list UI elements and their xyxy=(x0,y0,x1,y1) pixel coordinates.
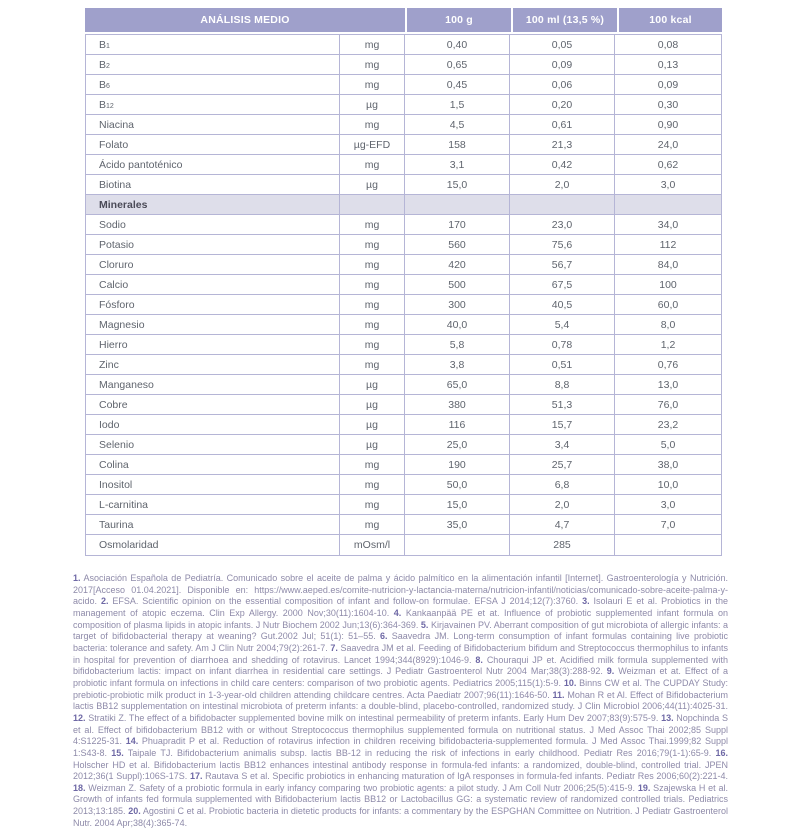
value-100g: 500 xyxy=(405,275,510,294)
nutrient-name: Inositol xyxy=(86,475,340,494)
value-100g: 25,0 xyxy=(405,435,510,454)
value-100kcal: 76,0 xyxy=(657,398,679,411)
value-100ml: 0,51 xyxy=(510,355,615,374)
nutrient-unit: µg xyxy=(340,375,405,394)
nutrient-name: Osmolaridad xyxy=(86,535,340,555)
value-100kcal: 0,13 xyxy=(657,58,679,71)
nutrient-unit: mg xyxy=(340,275,405,294)
nutrient-name-subscript: 6 xyxy=(106,83,110,90)
value-100g: 15,0 xyxy=(405,175,510,194)
value-100ml: 0,42 xyxy=(510,155,615,174)
value-100ml: 0,20 xyxy=(510,95,615,114)
value-100g: 170 xyxy=(405,215,510,234)
reference-number: 14. xyxy=(125,736,139,747)
value-100g: 420 xyxy=(405,255,510,274)
value-100kcal: 0,76 xyxy=(657,358,679,371)
reference-text: Saavedra JM et al. Feeding of Bifidobacterium bifidum and Streptococcus thermophilus to infants in hospital for prevention of diarrhoea and shedding of rotavirus. Lancet 1994;344(8929):1046-9. xyxy=(73,642,728,665)
table-row xyxy=(86,415,721,435)
nutrient-name: Manganeso xyxy=(86,375,340,394)
value-100ml: 5,4 xyxy=(510,315,615,334)
value-100kcal: 34,0 xyxy=(657,218,679,231)
nutrient-name: Selenio xyxy=(86,435,340,454)
reference-number: 1. xyxy=(73,573,81,583)
value-100kcal: 0,09 xyxy=(657,78,679,91)
nutrient-name: Zinc xyxy=(86,355,340,374)
value-100kcal: 7,0 xyxy=(660,518,676,531)
reference-item xyxy=(111,748,715,758)
value-100ml: 0,09 xyxy=(510,55,615,74)
reference-text: Nopchinda S et al. Effect of bifidobacterium BB12 with or without Streptococcus thermophilus supplemented formula on nutritional status. J Med Assoc Thai 2002;85 Suppl 4:S1225-31. xyxy=(73,712,728,747)
value-100ml: 25,7 xyxy=(510,455,615,474)
value-100g: 50,0 xyxy=(405,475,510,494)
table-row xyxy=(86,75,721,95)
nutrient-name: Cobre xyxy=(86,395,340,414)
reference-number: 2. xyxy=(100,596,109,607)
reference-number: 16. xyxy=(715,747,728,758)
nutrient-unit: µg-EFD xyxy=(340,135,405,154)
nutrient-unit: mg xyxy=(340,495,405,514)
reference-number: 9. xyxy=(606,666,615,677)
value-100ml: 0,06 xyxy=(510,75,615,94)
reference-number: 5. xyxy=(420,619,429,630)
reference-number: 10. xyxy=(563,677,577,688)
value-100g: 35,0 xyxy=(405,515,510,534)
table-row xyxy=(86,395,721,415)
table-row xyxy=(86,455,721,475)
nutrient-unit: mg xyxy=(340,115,405,134)
table-body xyxy=(85,34,722,556)
table-row xyxy=(86,535,721,555)
references-paragraph xyxy=(73,573,728,829)
table-row xyxy=(86,275,721,295)
nutrient-unit: mg xyxy=(340,215,405,234)
header-cell-100ml: 100 ml (13,5 %) xyxy=(513,8,617,32)
table-row xyxy=(86,495,721,515)
reference-item xyxy=(73,713,661,723)
nutrient-name-subscript: 2 xyxy=(106,63,110,70)
reference-number: 8. xyxy=(475,654,483,665)
reference-number: 6. xyxy=(379,631,388,642)
value-100kcal: 10,0 xyxy=(657,478,679,491)
value-100kcal: 5,0 xyxy=(660,438,676,451)
value-100g: 560 xyxy=(405,235,510,254)
table-row xyxy=(86,515,721,535)
reference-number: 15. xyxy=(111,747,124,758)
nutrient-name: Potasio xyxy=(86,235,340,254)
reference-text: Szajewska H et al. Growth of infants fed formula supplemented with Bifidobacterium lactis BB12 or Lactobacillus GG: a systematic review of randomized controlled trials. Pediatrics 2013;13:185. xyxy=(73,782,728,817)
value-100kcal: 60,0 xyxy=(657,298,679,311)
value-100g: 0,45 xyxy=(405,75,510,94)
nutrient-name: Hierro xyxy=(86,335,340,354)
reference-text: Chouraqui JP et. Acidified milk formula supplemented with bifidobacterium lactis: impact on infant diarrhea in residential care settings. J Pediatr Gastroenterol Nutr 2004 Mar;38(3):288-92. xyxy=(73,654,728,677)
table-row xyxy=(86,255,721,275)
nutrient-name: B $_{12}$ xyxy=(86,95,340,114)
section-row xyxy=(86,195,721,215)
nutrient-name: Colina xyxy=(86,455,340,474)
nutrient-unit: mg xyxy=(340,155,405,174)
value-100kcal: 84,0 xyxy=(657,258,679,271)
value-100kcal: 23,2 xyxy=(657,418,679,431)
nutrient-name: B $_6$ xyxy=(86,75,340,94)
nutrient-unit: µg xyxy=(340,435,405,454)
table-row xyxy=(86,155,721,175)
header-cell-100kcal: 100 kcal xyxy=(619,8,722,32)
nutrient-unit: µg xyxy=(340,415,405,434)
nutrient-unit: mg xyxy=(340,455,405,474)
nutrient-name: Iodo xyxy=(86,415,340,434)
table-row xyxy=(86,475,721,495)
table-row xyxy=(86,55,721,75)
value-100kcal: 8,0 xyxy=(660,318,676,331)
reference-number: 7. xyxy=(330,642,338,653)
nutrient-name-subscript: 12 xyxy=(106,103,114,110)
nutrient-unit: mg xyxy=(340,235,405,254)
reference-text: Stratiki Z. The effect of a bifidobacter supplemented bovine milk on intestinal permeability of preterm infants. Early Hum Dev 2007;83(9):575-9. xyxy=(88,712,659,723)
reference-text: Saavedra JM. Long-term consumption of infant formulas containing live probiotic bacteria: tolerance and safety. Am J Clin Nutr 2004;79(2):261-7. xyxy=(73,631,728,653)
reference-number: 3. xyxy=(582,596,590,607)
table-row xyxy=(86,315,721,335)
table-row xyxy=(86,135,721,155)
value-100kcal: 13,0 xyxy=(657,378,679,391)
value-100g: 116 xyxy=(405,415,510,434)
value-100ml: 56,7 xyxy=(510,255,615,274)
table-row xyxy=(86,175,721,195)
value-100ml: 21,3 xyxy=(510,135,615,154)
reference-text: Binns CW et al. The CUPDAY Study: prebiotic-probiotic milk product in 1-3-year-old children attending childcare centres. Acta Paediatr 2007;96(11):1646-50. xyxy=(73,677,728,700)
reference-text: Kankaanpää PE et at. Influence of probiotic supplemented infant formula on composition of plasma lipids in atopic infants. J Nutr Biochem 2002 Jun;13(6):364-369. xyxy=(73,607,728,630)
nutrient-name: Niacina xyxy=(86,115,340,134)
nutrient-name: Calcio xyxy=(86,275,340,294)
nutrient-name: Cloruro xyxy=(86,255,340,274)
nutrient-name: Taurina xyxy=(86,515,340,534)
value-100ml: 23,0 xyxy=(510,215,615,234)
table-row xyxy=(86,375,721,395)
nutrient-name: Fósforo xyxy=(86,295,340,314)
value-100kcal: 3,0 xyxy=(660,178,676,191)
value-100ml: 8,8 xyxy=(510,375,615,394)
nutrient-unit: mg xyxy=(340,475,405,494)
analysis-table xyxy=(85,8,722,556)
table-row xyxy=(86,335,721,355)
value-100ml: 3,4 xyxy=(510,435,615,454)
nutrient-name: Biotina xyxy=(86,175,340,194)
table-row xyxy=(86,235,721,255)
table-row xyxy=(86,35,721,55)
value-100kcal: 0,62 xyxy=(657,158,679,171)
reference-number: 20. xyxy=(128,806,141,817)
value-100kcal: 0,08 xyxy=(657,38,679,51)
nutrient-unit: µg xyxy=(340,175,405,194)
reference-number: 11. xyxy=(552,689,565,700)
nutrient-unit: µg xyxy=(340,95,405,114)
value-100kcal: 0,30 xyxy=(657,98,679,111)
nutrient-unit: mg xyxy=(340,35,405,54)
value-100g: 190 xyxy=(405,455,510,474)
value-100kcal: 38,0 xyxy=(657,458,679,471)
value-100ml: 15,7 xyxy=(510,415,615,434)
reference-number: 18. xyxy=(73,782,86,793)
value-100ml: 0,05 xyxy=(510,35,615,54)
reference-text: Phuapradit P et al. Reduction of rotavirus infection in children receiving bifidobacteria-supplemented formula. J Med Assoc Thai.1999;82 Suppl 1:S43-8. xyxy=(73,736,728,758)
reference-text: EFSA. Scientific opinion on the essential composition of infant and follow-on formulae. EFSA J 2014;12(7):3760. xyxy=(112,596,579,607)
value-100ml: 40,5 xyxy=(510,295,615,314)
value-100g xyxy=(405,535,510,555)
reference-number: 12. xyxy=(73,712,86,723)
nutrient-name: B $_1$ xyxy=(86,35,340,54)
value-100kcal: 100 xyxy=(659,278,677,291)
value-100ml: 285 xyxy=(510,535,615,555)
reference-number: 13. xyxy=(661,712,674,723)
reference-item xyxy=(73,783,638,793)
value-100kcal: 3,0 xyxy=(660,498,676,511)
reference-item xyxy=(190,771,728,781)
reference-text: Mohan R et Al. Effect of Bifidobacterium lactis BB12 supplementation on intestinal microbiota of preterm infants: a double-blind, placebo-controlled, randomized study. J Clin Microbiol 2006;44(11):4025-31. xyxy=(73,689,728,712)
value-100ml: 2,0 xyxy=(510,495,615,514)
value-100ml: 51,3 xyxy=(510,395,615,414)
table-row xyxy=(86,295,721,315)
reference-text: Asociación Española de Pediatría. Comunicado sobre el aceite de palma y ácido palmítico en la alimentación infantil [Internet]. Gastroenterología y Nutrición. 2017[Acceso 01.04.2021]. Disponible en: https://www.aeped.es/comite-nutricion-y-lactancia-materna/nutricion-infantil/noticias/comunicado-sobre-aceite-palma-y-acido. xyxy=(73,573,728,607)
nutrient-name: Folato xyxy=(86,135,340,154)
value-100g: 380 xyxy=(405,395,510,414)
value-100g: 0,40 xyxy=(405,35,510,54)
nutrient-name: Sodio xyxy=(86,215,340,234)
value-100ml: 67,5 xyxy=(510,275,615,294)
value-100kcal: 0,90 xyxy=(657,118,679,131)
nutrient-unit: mOsm/l xyxy=(340,535,405,555)
header-cell-100g: 100 g xyxy=(407,8,511,32)
value-100g: 300 xyxy=(405,295,510,314)
nutrient-unit: mg xyxy=(340,315,405,334)
reference-text: Isolauri E et al. Probiotics in the management of atopic eczema. Clin Exp Allergy. 2000 Nov;30(11):1604-10. xyxy=(73,596,728,618)
reference-text: Taipale TJ. Bifidobacterium animalis subsp. lactis BB-12 in reducing the risk of infections in early childhood. Pediatr Res 2016;79(1-1):65-9. xyxy=(127,747,712,758)
table-row xyxy=(86,215,721,235)
reference-text: Weizman Z. Safety of a probiotic formula in early infancy comparing two probiotic agents: a pilot study. J Am Coll Nutr 2006;25(5):415-9. xyxy=(88,782,636,793)
value-100kcal xyxy=(615,535,721,555)
value-100g: 4,5 xyxy=(405,115,510,134)
nutrient-name: B $_2$ xyxy=(86,55,340,74)
value-100ml: 4,7 xyxy=(510,515,615,534)
reference-item xyxy=(101,596,582,606)
table-row xyxy=(86,115,721,135)
nutrient-unit: mg xyxy=(340,255,405,274)
value-100g: 65,0 xyxy=(405,375,510,394)
value-100g: 0,65 xyxy=(405,55,510,74)
reference-number: 4. xyxy=(393,607,402,618)
nutrient-name: Magnesio xyxy=(86,315,340,334)
value-100ml: 6,8 xyxy=(510,475,615,494)
value-100g: 40,0 xyxy=(405,315,510,334)
value-100ml: 0,61 xyxy=(510,115,615,134)
reference-text: Weizman et at. Effect of a probiotic infant formula on infections in child care centers: comparison of two probiotic agents. Pediatrics 2005;115(1):5-9. xyxy=(73,666,728,688)
value-100g: 15,0 xyxy=(405,495,510,514)
reference-text: Kirjavainen PV. Aberrant composition of gut microbiota of allergic infants: a target of bifidobacterial therapy at weaning? Gut.2002 Jul; 51(1): 51–55. xyxy=(73,619,728,642)
table-header xyxy=(85,8,722,32)
nutrient-name-subscript: 1 xyxy=(106,43,110,50)
nutrient-unit: mg xyxy=(340,515,405,534)
nutrient-unit: µg xyxy=(340,395,405,414)
value-100g: 3,1 xyxy=(405,155,510,174)
reference-text: Holscher HD et al. Bifidobacterium lactis BB12 enhances intestinal antibody response in formula-fed infants: a randomized, double-blind, controlled trial. JPEN 2012;36(1 Suppl):106S-17S. xyxy=(73,759,728,782)
value-100kcal: 112 xyxy=(659,238,677,251)
value-100ml: 0,78 xyxy=(510,335,615,354)
value-100g: 158 xyxy=(405,135,510,154)
value-100kcal: 1,2 xyxy=(660,338,676,351)
reference-text: Agostini C et al. Probiotic bacteria in dietetic products for infants: a commentary by the ESPGHAN Committee on Nutrition. J Pediatr Gastroenterol Nutr. 2004 Apr;38(4):365-74. xyxy=(73,806,728,828)
nutrient-unit: mg xyxy=(340,335,405,354)
value-100g: 1,5 xyxy=(405,95,510,114)
table-row xyxy=(86,95,721,115)
table-row xyxy=(86,435,721,455)
reference-number: 19. xyxy=(637,782,651,793)
reference-text: Rautava S et al. Specific probiotics in enhancing maturation of IgA responses in formula-fed infants. Pediatr Res 2006;60(2):221-4. xyxy=(205,771,728,782)
nutrient-name: L-carnitina xyxy=(86,495,340,514)
nutrient-unit: mg xyxy=(340,355,405,374)
reference-item xyxy=(73,806,728,828)
section-label: Minerales xyxy=(86,195,340,214)
value-100ml: 2,0 xyxy=(510,175,615,194)
header-cell-analisis-medio: ANÁLISIS MEDIO xyxy=(85,8,405,32)
value-100g: 3,8 xyxy=(405,355,510,374)
nutrient-unit: mg xyxy=(340,75,405,94)
value-100kcal: 24,0 xyxy=(657,138,679,151)
nutrient-unit: mg xyxy=(340,295,405,314)
value-100g: 5,8 xyxy=(405,335,510,354)
table-row xyxy=(86,355,721,375)
nutrient-unit: mg xyxy=(340,55,405,74)
nutrient-name: Ácido pantoténico xyxy=(86,155,340,174)
value-100ml: 75,6 xyxy=(510,235,615,254)
reference-number: 17. xyxy=(189,771,203,782)
